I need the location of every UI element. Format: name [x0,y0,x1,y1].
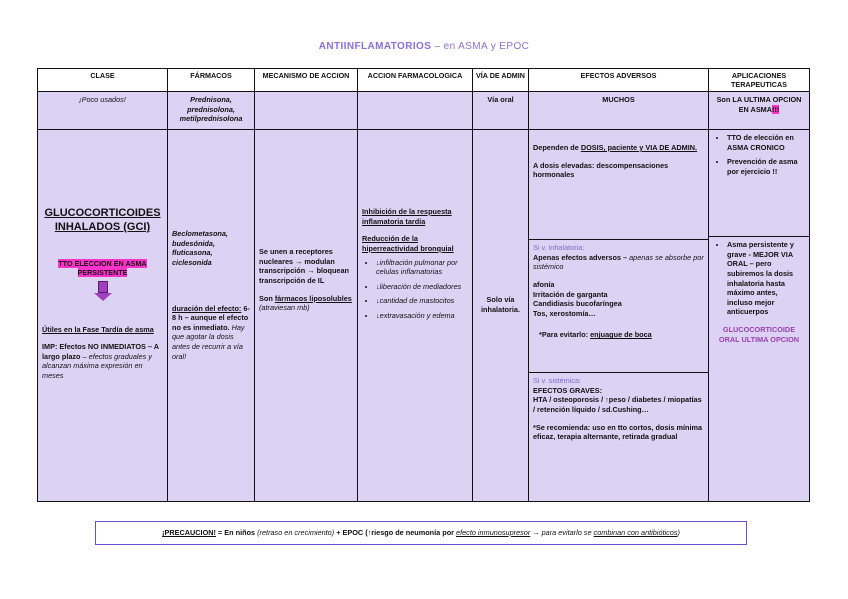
duracion-text: duración del efecto: 6-8 h – aunque el efecto no es inmediato. Hay que agotar la dosis antes de recurrir a vía oral! [172,303,250,361]
list-item: • TTO de elección en ASMA CRONICO [727,133,805,152]
list-item: • ↓liberación de mediadores [376,282,468,292]
list-item: • Prevención de asma por ejercicio !! [727,157,805,176]
header-accion: ACCION FARMACOLOGICA [358,69,473,92]
precaution-note: ¡PRECAUCION! = En niños (retraso en crecimiento) + EPOC (↑riesgo de neumonía por efecto inmunosupresor → para evitarlo se combinan con antibióticos) [95,521,747,545]
efectos-dosis: A dosis elevadas: descompensaciones hormonales [533,160,669,180]
via-inhalatoria: Solo vía inhalatoria. [481,295,520,314]
gci-title: GLUCOCORTICOIDES INHALADOS (GCI) [44,207,161,233]
efectos-sistemica [529,372,708,445]
inh-avoid: *Para evitarlo: enjuague de boca [539,330,652,340]
cell-farmacos-gci [168,130,255,502]
tto-eleccion: TTO ELECCION EN ASMA PERSISTENTE [58,258,147,277]
sis-label: Si v. sistémica: [533,376,582,385]
accion-list [362,258,468,321]
list-item: • ↓extravasación y edema [376,311,468,321]
header-row [38,69,810,92]
list-item: • ↓infiltración pulmonar por celulas inflamatorias [376,258,468,277]
sis-title: EFECTOS GRAVES: [533,385,603,395]
header-aplicaciones: APLICACIONES TERAPEUTICAS [709,69,810,92]
cell-farmacos-oral: Prednisona, prednisolona, metilprednisolona [168,92,255,130]
arrow-down-icon [98,281,108,293]
cell-aplic-gci [709,130,810,502]
imp-text: IMP: Efectos NO INMEDIATOS – A largo plazo – efectos graduales y alcanzan máxima expresión en meses [42,342,159,380]
sis-rec: *Se recomienda: uso en tto cortos, dosis mínima eficaz, terapia alternante, retirada gradual [533,422,703,442]
inh-text: Apenas efectos adversos – apenas se absorbe por sistémico [533,252,704,272]
header-efectos: EFECTOS ADVERSOS [529,69,709,92]
list-item: • ↓cantidad de mastocitos [376,296,468,306]
cell-efectos-gci [529,130,709,502]
aplic-list-bottom [713,240,805,317]
cell-efectos-oral: MUCHOS [529,92,709,130]
inh-label: Si v. inhalatoria: [533,243,585,252]
antiinflammatory-table [37,68,810,502]
aplic-bottom [709,236,809,347]
page-title: ANTIINFLAMATORIOS – en ASMA y EPOC [318,41,530,52]
mecanismo-text: Se unen a receptores nucleares → modulan transcripción → bloquean transcripción de IL [259,247,350,285]
cell-via-gci [473,130,529,502]
arrow-head-icon [94,293,112,301]
aplic-list-top [713,133,805,177]
header-farmacos: FÁRMACOS [168,69,255,92]
atraviesan-text: (atraviesan mb) [259,303,310,313]
cell-clase-gci [38,130,168,502]
list-item: • Asma persistente y grave - MEJOR VIA ORAL – pero subiremos la dosis inhalatoria hasta máximo antes, incluso mejor anticuerpos [727,240,805,317]
cell-aplic-oral: Son LA ULTIMA OPCION EN ASMA!!! [709,92,810,130]
header-clase: CLASE [38,69,168,92]
cell-mecanismo-gci [255,130,358,502]
cell-via-oral: Vía oral [473,92,529,130]
cell-mecanismo-oral [255,92,358,130]
cell-accion-gci [358,130,473,502]
accion-reduccion: Reducción de la hiperreactividad bronquial [362,234,454,253]
cell-clase-oral: ¡Poco usados! [38,92,168,130]
header-via: VÍA DE ADMIN [473,69,529,92]
inh-list: afonía Irritación de garganta Candidiasis bucofaríngea Tos, xerostomía… [533,279,622,318]
cell-accion-oral [358,92,473,130]
table-row-gci [38,130,810,502]
farmacos-list: Beclometasona, budesónida, fluticasona, ciclesonida [172,229,228,267]
table-row-oral [38,92,810,130]
highlight-mark: !!! [772,104,780,114]
aplic-top [713,133,805,236]
utiles-text: Útiles en la Fase Tardía de asma [42,324,154,334]
liposolubles-text: Son fármacos liposolubles [259,293,352,303]
aplic-oral: GLUCOCORTICOIDE ORAL ULTIMA OPCION [718,325,800,344]
header-mecanismo: MECANISMO DE ACCION [255,69,358,92]
efectos-general [533,133,704,239]
sis-text: HTA / osteoporosis / ↑peso / diabetes / miopatías / retención líquido / sd.Cushing… [533,395,702,414]
accion-inhibicion: Inhibición de la respuesta inflamatoria tardía [362,207,452,226]
efectos-inhalatoria [529,239,708,372]
efectos-dependen: Dependen de DOSIS, paciente y VIA DE ADMIN. [533,143,698,152]
